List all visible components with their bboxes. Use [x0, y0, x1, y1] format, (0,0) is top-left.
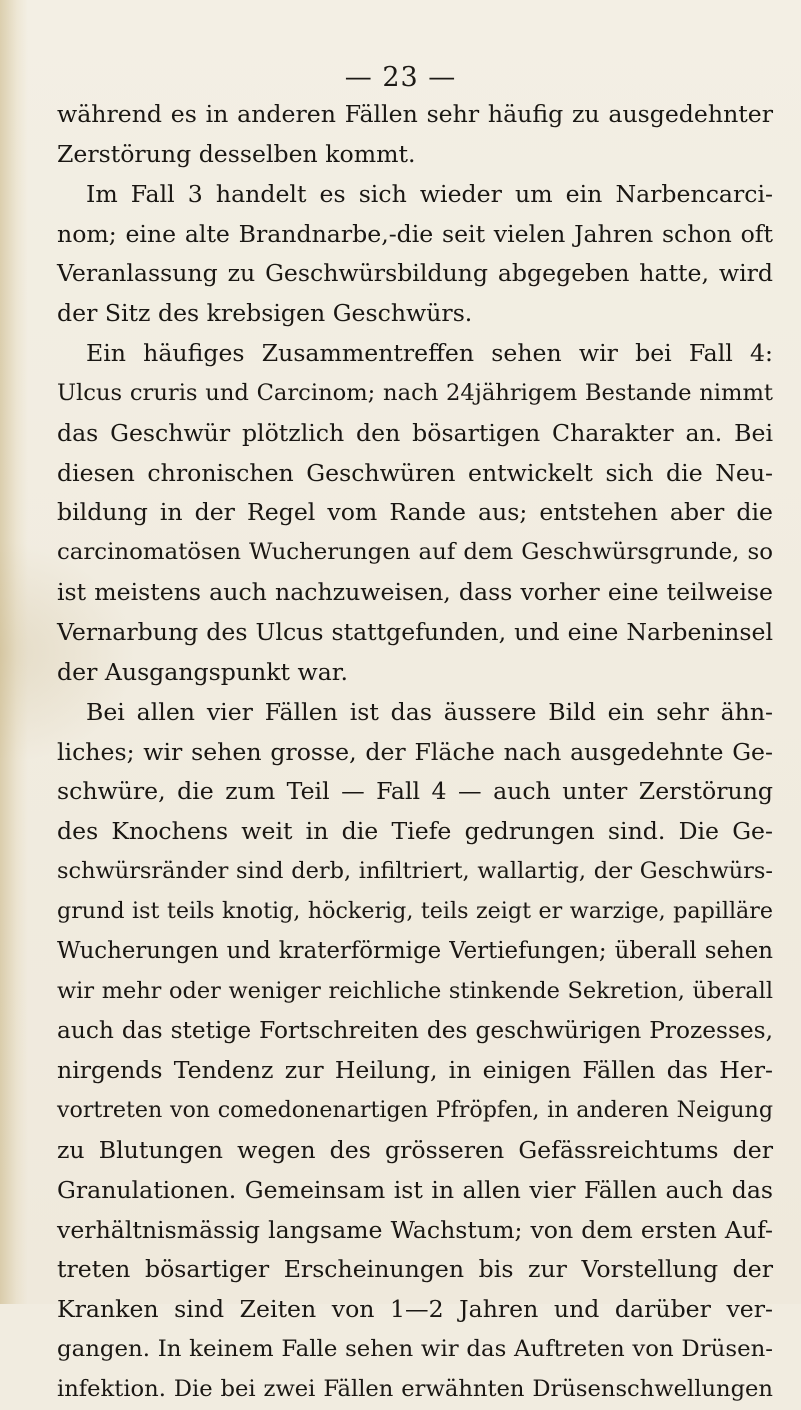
text-line: Ein häufiges Zusammentreffen sehen wir bei Fall 4: — [86, 339, 773, 368]
text-line: Veranlassung zu Geschwürsbildung abgegeben hatte, wird — [57, 259, 773, 288]
text-line: Granulationen. Gemeinsam ist in allen vier Fällen auch das — [57, 1175, 773, 1204]
text-line: schwüre, die zum Teil — Fall 4 — auch unter Zerstörung — [57, 777, 773, 806]
text-line: carcinomatösen Wucherungen auf dem Geschwürsgrunde, so — [57, 539, 773, 566]
text-line: gangen. In keinem Falle sehen wir das Auftreten von Drüsen- — [57, 1336, 773, 1363]
text-line: nirgends Tendenz zur Heilung, in einigen Fällen das Her- — [57, 1056, 773, 1085]
text-line: infektion. Die bei zwei Fällen erwähnten Drüsenschwellungen — [57, 1376, 773, 1402]
text-line: Vernarbung des Ulcus stattgefunden, und eine Narbeninsel — [57, 617, 773, 646]
text-line: Bei allen vier Fällen ist das äussere Bild ein sehr ähn- — [86, 697, 773, 726]
text-line: treten bösartiger Erscheinungen bis zur Vorstellung der — [57, 1255, 773, 1284]
text-line: der Sitz des krebsigen Geschwürs. — [57, 299, 473, 328]
text-line: ist meistens auch nachzuweisen, dass vorher eine teilweise — [57, 578, 773, 607]
page-number: — 23 — — [344, 62, 457, 93]
text-line: auch das stetige Fortschreiten des geschwürigen Prozesses, — [57, 1017, 773, 1045]
text-line: wir mehr oder weniger reichliche stinkende Sekretion, überall — [57, 977, 773, 1004]
text-line: diesen chronischen Geschwüren entwickelt sich die Neu- — [57, 458, 773, 487]
text-line: Wucherungen und kraterförmige Vertiefungen; überall sehen — [57, 937, 773, 964]
text-line: der Ausgangspunkt war. — [57, 657, 348, 686]
text-line: das Geschwür plötzlich den bösartigen Charakter an. Bei — [57, 418, 773, 447]
text-line: Ulcus cruris und Carcinom; nach 24jährigem Bestande nimmt — [57, 379, 773, 406]
text-line: zu Blutungen wegen des grösseren Gefässreichtums der — [57, 1135, 773, 1164]
body-text — [57, 95, 773, 1410]
page-gutter-shadow — [0, 0, 28, 1304]
text-line: vortreten von comedonenartigen Pfröpfen, in anderen Neigung — [57, 1097, 773, 1124]
text-line: während es in anderen Fällen sehr häufig zu ausgedehnter — [57, 100, 773, 128]
text-line: bildung in der Regel vom Rande aus; entstehen aber die — [57, 498, 773, 527]
text-line: schwürsränder sind derb, infiltriert, wallartig, der Geschwürs- — [57, 858, 773, 885]
text-line: Kranken sind Zeiten von 1—2 Jahren und darüber ver- — [57, 1295, 773, 1324]
text-line: Im Fall 3 handelt es sich wieder um ein Narbencarci- — [86, 179, 773, 208]
text-line: verhältnismässig langsame Wachstum; von dem ersten Auf- — [57, 1215, 773, 1244]
text-line: grund ist teils knotig, höckerig, teils zeigt er warzige, papilläre — [57, 897, 773, 924]
text-line: Zerstörung desselben kommt. — [57, 139, 416, 168]
text-line: liches; wir sehen grosse, der Fläche nach ausgedehnte Ge- — [57, 737, 773, 766]
text-line: des Knochens weit in die Tiefe gedrungen sind. Die Ge- — [57, 817, 773, 846]
text-line: nom; eine alte Brandnarbe,-die seit vielen Jahren schon oft — [57, 219, 773, 248]
